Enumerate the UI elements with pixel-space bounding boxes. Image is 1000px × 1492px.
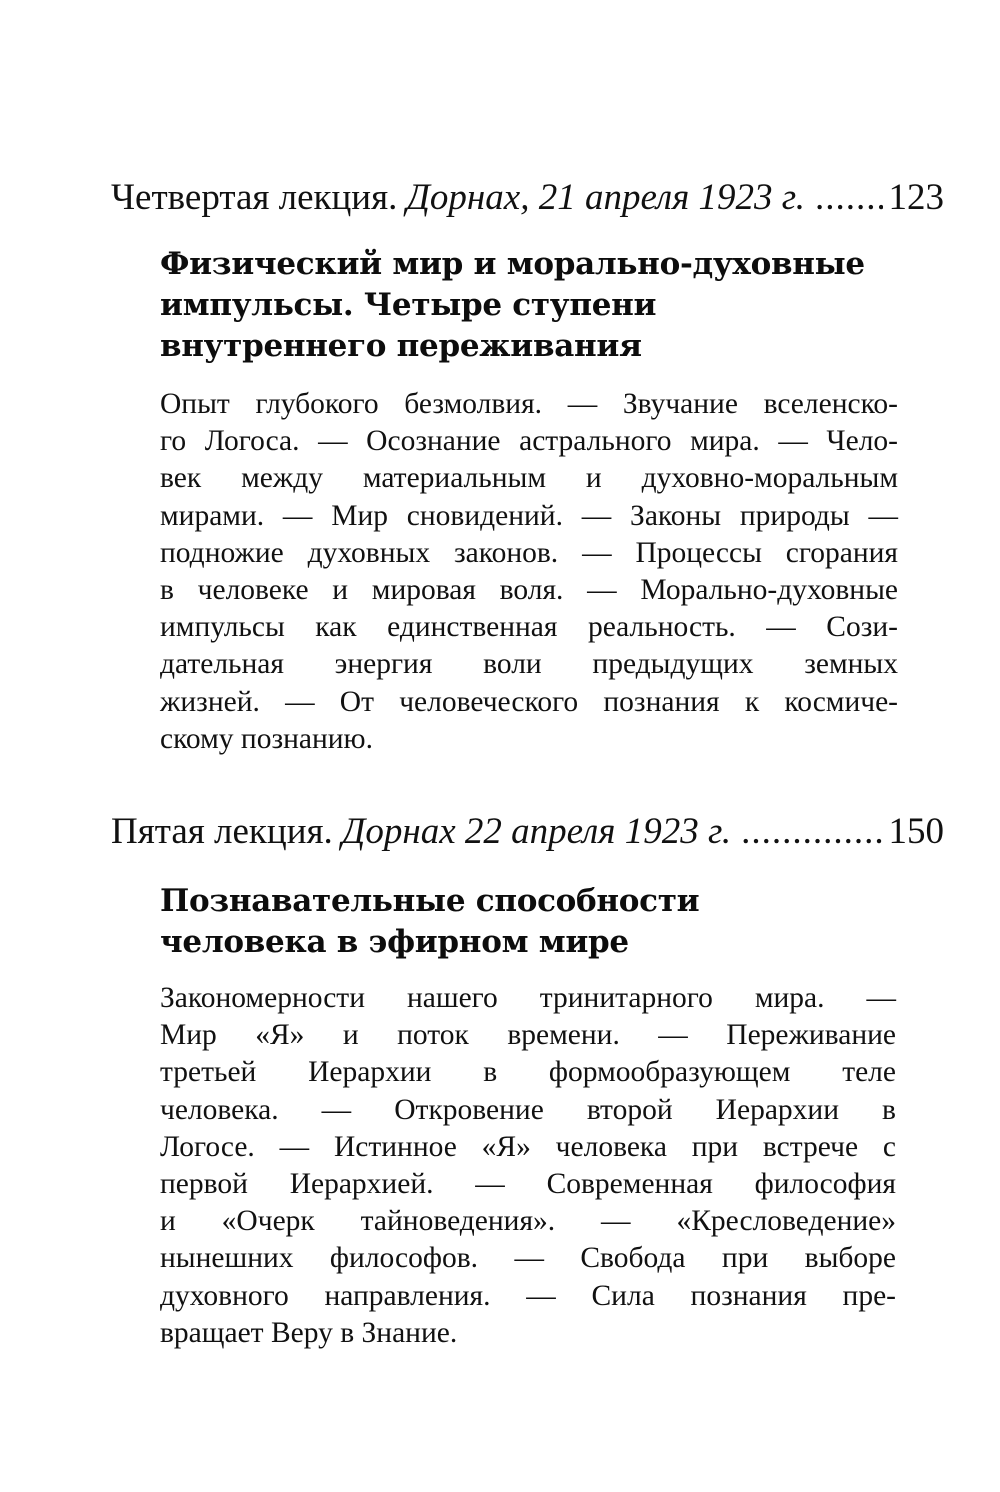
summary-line: век между материальным и духовно-моральным	[160, 462, 898, 495]
summary-line: дательная энергия воли предыдущих земных	[160, 648, 898, 681]
summary-line: импульсы как единственная реальность. — Сози-	[160, 611, 898, 644]
summary-line: мирами. — Мир сновидений. — Законы природы —	[160, 499, 898, 532]
summary-line: духовного направления. — Сила познания пре-	[160, 1279, 896, 1312]
toc-entry-lecture-4	[111, 176, 944, 220]
summary-line: в человеке и мировая воля. — Морально-духовные	[160, 574, 898, 607]
dot-leader	[815, 176, 883, 220]
summary-line: Опыт глубокого безмолвия. — Звучание вселенско-	[160, 388, 898, 420]
summary-line: жизней. — От человеческого познания к космиче-	[160, 685, 898, 718]
chapter-title	[160, 881, 920, 963]
chapter-title	[160, 244, 920, 367]
title-line: Физический мир и морально-духовные	[160, 246, 865, 282]
summary-line: Логосе. — Истинное «Я» человека при встрече с	[160, 1130, 896, 1163]
title-line: внутреннего переживания	[160, 328, 642, 364]
summary-line: подножие духовных законов. — Процессы сгорания	[160, 536, 898, 569]
lecture-place-date: Дорнах 22 апреля 1923 г.	[341, 811, 732, 852]
title-line: импульсы. Четыре ступени	[160, 287, 657, 323]
page-number: 150	[888, 811, 944, 852]
summary-line: нынешних философов. — Свобода при выборе	[160, 1242, 896, 1275]
summary-line: го Логоса. — Осознание астрального мира. — Чело-	[160, 425, 898, 458]
chapter-summary	[160, 386, 898, 758]
toc-entry-lecture-5	[111, 810, 944, 854]
summary-line: Мир «Я» и поток времени. — Переживание	[160, 1019, 896, 1052]
title-line: Познавательные способности	[160, 883, 700, 919]
summary-line: третьей Иерархии в формообразующем теле	[160, 1056, 896, 1089]
summary-line: скому познанию.	[160, 722, 373, 755]
summary-line: вращает Веру в Знание.	[160, 1316, 458, 1349]
page-number: 123	[888, 177, 944, 218]
summary-line: Закономерности нашего тринитарного мира. —	[160, 982, 896, 1014]
chapter-summary	[160, 980, 896, 1352]
summary-line: первой Иерархией. — Современная философия	[160, 1168, 896, 1201]
lecture-label: Четвертая лекция.	[111, 177, 398, 218]
lecture-label: Пятая лекция.	[111, 811, 333, 852]
summary-line: человека. — Откровение второй Иерархии в	[160, 1093, 896, 1126]
title-line: человека в эфирном мире	[160, 924, 629, 960]
summary-line: и «Очерк тайноведения». — «Кресловедение»	[160, 1205, 896, 1238]
lecture-place-date: Дорнах, 21 апреля 1923 г.	[406, 177, 805, 218]
dot-leader	[741, 810, 882, 854]
